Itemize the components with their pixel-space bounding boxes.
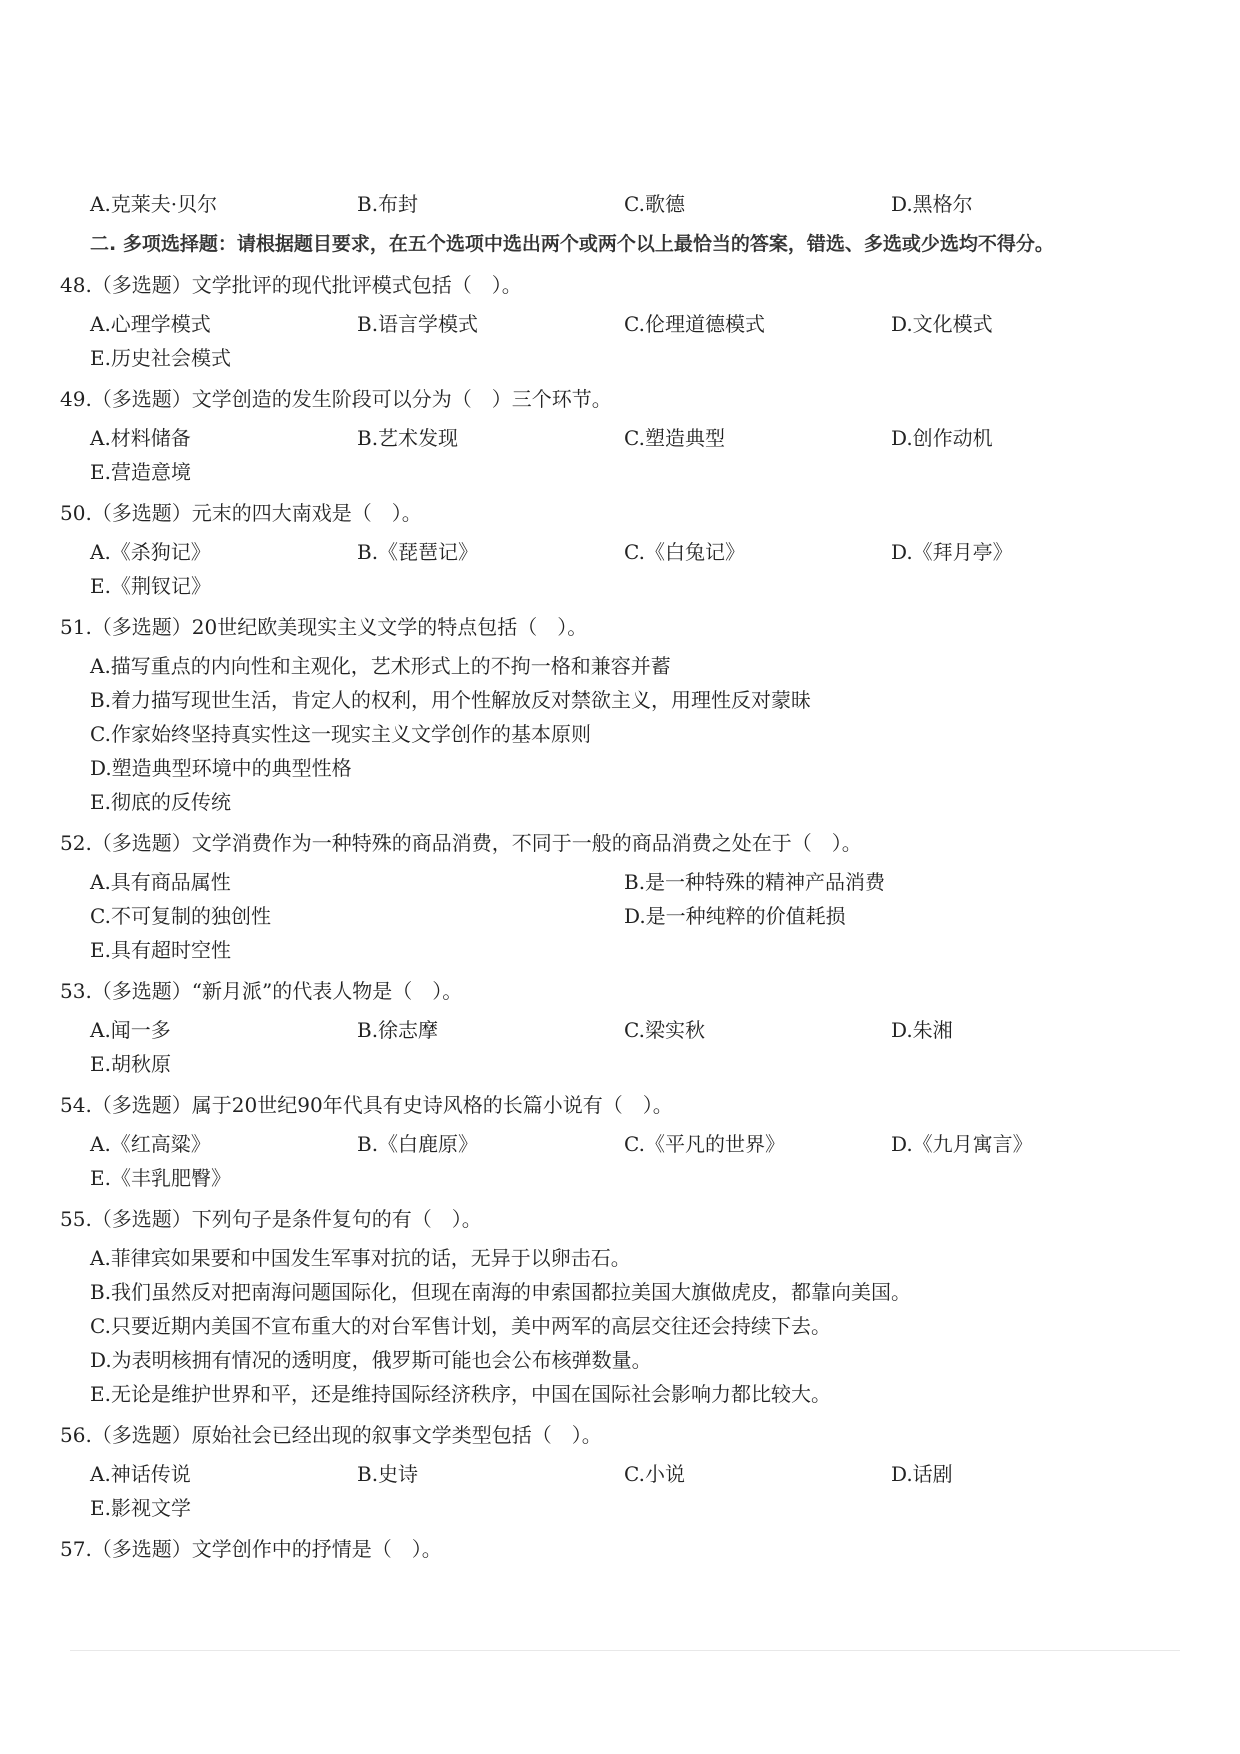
question-options [60, 1013, 1180, 1081]
question [60, 1532, 1180, 1566]
question-options [60, 421, 1180, 489]
question-stem: 48.（多选题）文学批评的现代批评模式包括（ ）。 [60, 273, 522, 297]
option: E.胡秋原 [90, 1052, 171, 1076]
option: A.具有商品属性 [90, 870, 231, 894]
option: C.《白兔记》 [624, 540, 745, 564]
option: E.彻底的反传统 [90, 790, 231, 814]
option: B.徐志摩 [357, 1018, 439, 1042]
option: D.朱湘 [891, 1018, 953, 1042]
question-options [60, 649, 1180, 819]
question [60, 268, 1180, 375]
option: A.《杀狗记》 [90, 540, 211, 564]
question-options [60, 1127, 1180, 1195]
option: B.语言学模式 [357, 312, 479, 336]
question-stem: 53.（多选题）“新月派”的代表人物是（ ）。 [60, 979, 463, 1003]
question [60, 496, 1180, 603]
question-options [60, 865, 1180, 967]
option: D.文化模式 [891, 312, 993, 336]
option: B.《琵琶记》 [357, 540, 479, 564]
option: C.《平凡的世界》 [624, 1132, 785, 1156]
question-stem: 51.（多选题）20世纪欧美现实主义文学的特点包括（ ）。 [60, 615, 588, 639]
option: D.《九月寓言》 [891, 1132, 1033, 1156]
option: E.历史社会模式 [90, 346, 231, 370]
question [60, 1088, 1180, 1195]
question-options [60, 535, 1180, 603]
option: A.心理学模式 [90, 312, 211, 336]
option: E.具有超时空性 [90, 938, 231, 962]
option: C.梁实秋 [624, 1018, 705, 1042]
option: E.无论是维护世界和平，还是维持国际经济秩序，中国在国际社会影响力都比较大。 [90, 1382, 831, 1406]
question-options [60, 307, 1180, 375]
question-stem: 50.（多选题）元末的四大南戏是（ ）。 [60, 501, 422, 525]
option: D.创作动机 [891, 426, 993, 450]
option: C.只要近期内美国不宣布重大的对台军售计划，美中两军的高层交往还会持续下去。 [90, 1314, 831, 1338]
question-stem: 57.（多选题）文学创作中的抒情是（ ）。 [60, 1537, 442, 1561]
option: D.话剧 [891, 1462, 953, 1486]
option: B.史诗 [357, 1462, 419, 1486]
option: A.《红高粱》 [90, 1132, 211, 1156]
option: C.作家始终坚持真实性这一现实主义文学创作的基本原则 [90, 722, 591, 746]
question-stem: 56.（多选题）原始社会已经出现的叙事文学类型包括（ ）。 [60, 1423, 602, 1447]
footer-divider [70, 1650, 1180, 1651]
option: D.塑造典型环境中的典型性格 [90, 756, 352, 780]
option: B.我们虽然反对把南海问题国际化，但现在南海的申索国都拉美国大旗做虎皮，都靠向美国。 [90, 1280, 912, 1304]
section-heading: 二. 多项选择题：请根据题目要求，在五个选项中选出两个或两个以上最恰当的答案，错选、多选或少选均不得分。 [90, 233, 1054, 255]
option: D.黑格尔 [891, 192, 973, 216]
option: C.不可复制的独创性 [90, 904, 271, 928]
option: E.《荆钗记》 [90, 574, 211, 598]
option: C.歌德 [624, 192, 685, 216]
question-stem: 52.（多选题）文学消费作为一种特殊的商品消费，不同于一般的商品消费之处在于（ ）。 [60, 831, 862, 855]
option: C.塑造典型 [624, 426, 725, 450]
question-options [60, 1241, 1180, 1411]
question [60, 826, 1180, 967]
option: A.材料储备 [90, 426, 191, 450]
question-stem: 49.（多选题）文学创造的发生阶段可以分为（ ）三个环节。 [60, 387, 612, 411]
question [60, 1202, 1180, 1411]
option: A.神话传说 [90, 1462, 191, 1486]
option: A.菲律宾如果要和中国发生军事对抗的话，无异于以卵击石。 [90, 1246, 631, 1270]
option: E.营造意境 [90, 460, 191, 484]
option: E.影视文学 [90, 1496, 191, 1520]
option: A.克莱夫·贝尔 [90, 192, 218, 216]
question-stem: 55.（多选题）下列句子是条件复句的有（ ）。 [60, 1207, 482, 1231]
option: B.《白鹿原》 [357, 1132, 479, 1156]
option: B.是一种特殊的精神产品消费 [624, 870, 886, 894]
option: A.描写重点的内向性和主观化，艺术形式上的不拘一格和兼容并蓄 [90, 654, 671, 678]
question-options [60, 1457, 1180, 1525]
option: D.是一种纯粹的价值耗损 [624, 904, 846, 928]
option: B.艺术发现 [357, 426, 459, 450]
question-stem: 54.（多选题）属于20世纪90年代具有史诗风格的长篇小说有（ ）。 [60, 1093, 673, 1117]
exam-document [60, 187, 1180, 1566]
option: D.《拜月亭》 [891, 540, 1013, 564]
previous-question-options [60, 187, 1180, 221]
option: A.闻一多 [90, 1018, 171, 1042]
question-list [60, 268, 1180, 1566]
option: B.布封 [357, 192, 419, 216]
option: D.为表明核拥有情况的透明度，俄罗斯可能也会公布核弹数量。 [90, 1348, 652, 1372]
option: C.伦理道德模式 [624, 312, 765, 336]
option: B.着力描写现世生活，肯定人的权利，用个性解放反对禁欲主义，用理性反对蒙昧 [90, 688, 812, 712]
question [60, 382, 1180, 489]
question [60, 1418, 1180, 1525]
option: C.小说 [624, 1462, 685, 1486]
question [60, 974, 1180, 1081]
option: E.《丰乳肥臀》 [90, 1166, 231, 1190]
question [60, 610, 1180, 819]
